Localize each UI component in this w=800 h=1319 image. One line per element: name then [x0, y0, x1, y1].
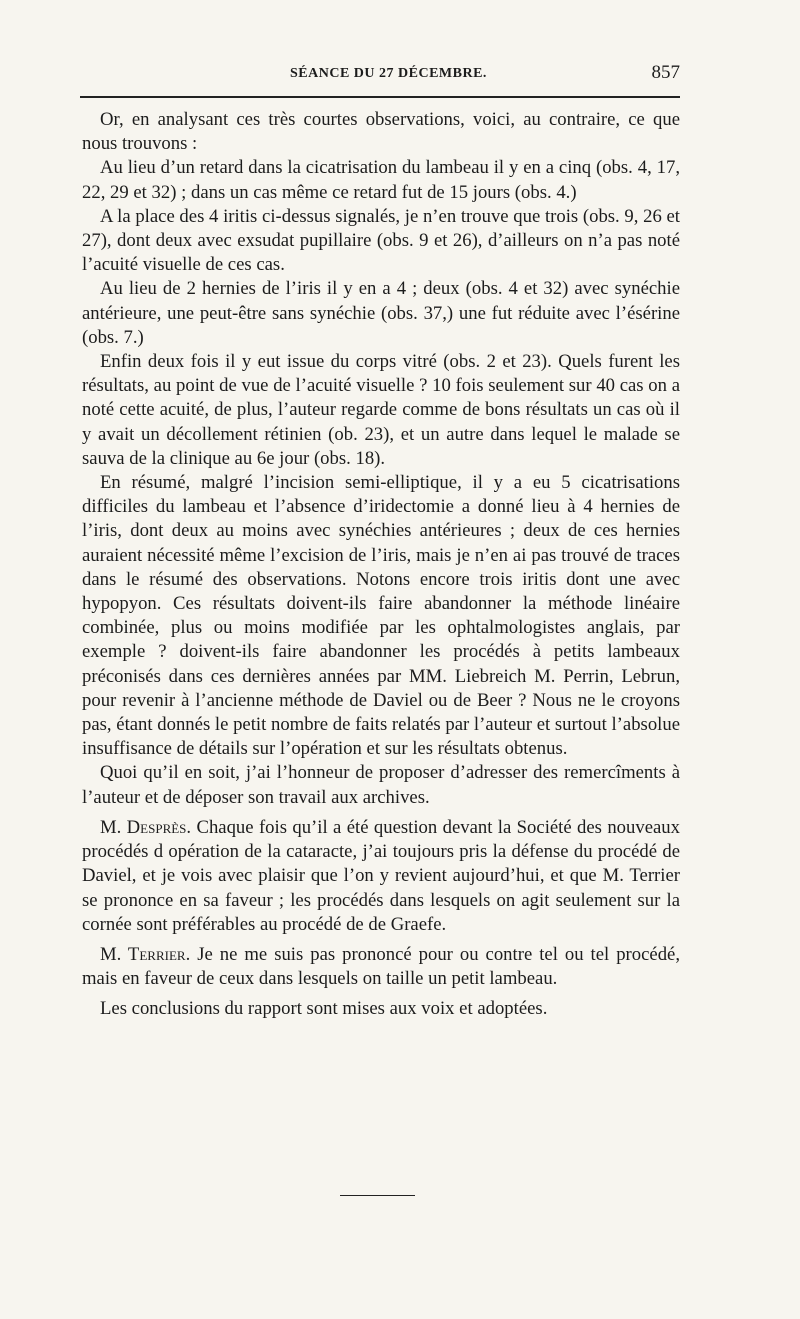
paragraph-retard: Au lieu d’un retard dans la cicatrisation du lambeau il y en a cinq (obs. 4, 17, 22, 29 et 32) ; dans un cas même ce retard fut de 15 jours (obs. 4.) [82, 157, 680, 203]
header-rule [80, 96, 680, 98]
terrier-remark: Je ne me suis pas prononcé pour ou contre tel ou tel procédé, mais en faveur de ceux dans lesquels on taille un petit lambeau. [82, 943, 681, 990]
paragraph-corps-vitre: Enfin deux fois il y eut issue du corps vitré (obs. 2 et 23). Quels furent les résultats, au point de vue de l’acuité visuelle ? 10 fois seulement sur 40 cas on a noté cette acuité, de plus, l’auteur regarde comme de bons résultats un cas où il y avait un décollement rétinien (ob. 23), et un autre dans lequel le malade se sauva de la clinique au 6e jour (obs. 18). [82, 351, 680, 469]
section-end-rule [340, 1195, 415, 1196]
paragraph-terrier [82, 943, 680, 991]
paragraph-observations: Or, en analysant ces très courtes observations, voici, au contraire, ce que nous trouvons : [82, 109, 680, 155]
speaker-despres: M. Desprès. [100, 816, 192, 838]
speaker-terrier: M. Terrier. [100, 943, 191, 965]
running-head [80, 62, 680, 86]
paragraph-iritis: A la place des 4 iritis ci-dessus signalés, je n’en trouve que trois (obs. 9, 26 et 27), dont deux avec exsudat pupillaire (obs. 9 et 26), d’ailleurs on n’a pas noté l’acuité visuelle de ces cas. [82, 205, 680, 276]
paragraph-resume: En résumé, malgré l’incision semi-elliptique, il y a eu 5 cicatrisations difficiles du lambeau et l’absence d’iridectomie a donné lieu à 4 hernies de l’iris, dont deux au moins avec synéchies antérieures ; deux de ces hernies auraient nécessité même l’excision de l’iris, mais je n’en ai pas trouvé de traces dans le résumé des observations. Notons encore trois iritis dont une avec hypopyon. Ces résultats doivent-ils faire abandonner la méthode linéaire combinée, plus ou moins modifiée par les ophtalmologistes anglais, par exemple ? doivent-ils faire abandonner les procédés à petits lambeaux préconisés dans ces dernières années par MM. Liebreich M. Perrin, Lebrun, pour revenir à l’ancienne méthode de Daviel ou de Beer ? Nous ne le croyons pas, étant donnés le petit nombre de faits relatés par l’auteur et surtout l’absolue insuffisance de détails sur l’opération et sur les résultats obtenus. [82, 472, 680, 760]
paragraph-hernies: Au lieu de 2 hernies de l’iris il y en a 4 ; deux (obs. 4 et 32) avec synéchie antérieure, une peut-être sans synéchie (obs. 37,) une fut réduite avec l’ésérine (obs. 7.) [82, 278, 680, 348]
paragraph-despres [82, 816, 680, 937]
paragraph-conclusion-rapport: Quoi qu’il en soit, j’ai l’honneur de proposer d’adresser des remercîments à l’auteur et de déposer son travail aux archives. [82, 762, 680, 808]
body-text [82, 108, 680, 1022]
page-number: 857 [651, 62, 680, 83]
paragraph-vote: Les conclusions du rapport sont mises aux voix et adoptées. [100, 998, 548, 1020]
running-title: SÉANCE DU 27 DÉCEMBRE. [290, 66, 487, 81]
despres-remark: Chaque fois qu’il a été question devant la Société des nouveaux procédés d opération de la cataracte, j’ai toujours pris la défense du procédé de Daviel, et je vois avec plaisir que l’on y revient aujourd’hui, et que M. Terrier se prononce en sa faveur ; les procédés dans lesquels on agit seulement sur la cornée sont préférables au procédé de de Graefe. [82, 816, 680, 935]
